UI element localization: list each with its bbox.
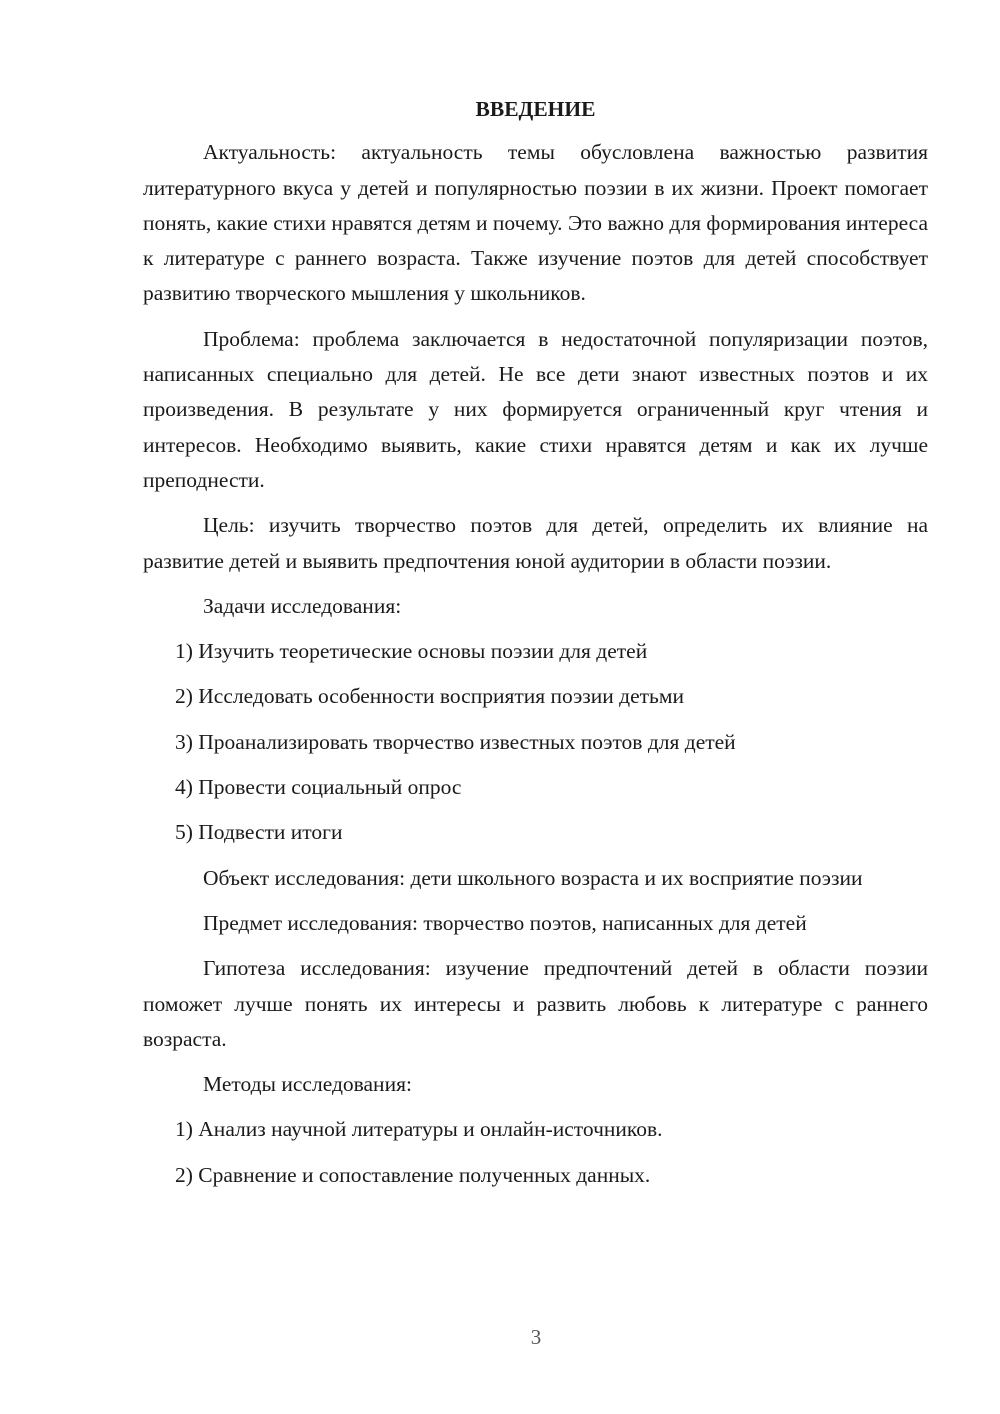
paragraph-problem: Проблема: проблема заключается в недостаточной популяризации поэтов, написанных специально для детей. Не все дети знают известных поэтов и их произведения. В результате у них формируется ограниченный круг чтения и интересов. Необходимо выявить, какие стихи нравятся детям и как их лучше преподнести. <box>143 326 928 492</box>
paragraph-hypothesis: Гипотеза исследования: изучение предпочтений детей в области поэзии поможет лучше понять их интересы и развить любовь к литературе с раннего возраста. <box>143 956 928 1051</box>
paragraph-object: Объект исследования: дети школьного возраста и их восприятие поэзии <box>203 865 863 890</box>
methods-heading: Методы исследования: <box>203 1072 412 1097</box>
paragraph-goal: Цель: изучить творчество поэтов для детей, определить их влияние на развитие детей и выявить предпочтения юной аудитории в области поэзии. <box>143 513 928 573</box>
document-title: ВВЕДЕНИЕ <box>475 97 596 121</box>
list-item: 1) Анализ научной литературы и онлайн-источников. <box>175 1117 663 1142</box>
list-item: 1) Изучить теоретические основы поэзии для детей <box>175 639 648 664</box>
paragraph-subject: Предмет исследования: творчество поэтов, написанных для детей <box>203 910 807 935</box>
list-item: 4) Провести социальный опрос <box>175 775 462 800</box>
list-item: 2) Сравнение и сопоставление полученных данных. <box>175 1162 651 1187</box>
document-page <box>143 92 928 1203</box>
page-number: 3 <box>530 1325 542 1349</box>
list-item: 3) Проанализировать творчество известных поэтов для детей <box>175 729 736 754</box>
tasks-heading: Задачи исследования: <box>203 593 402 618</box>
methods-list <box>143 1112 928 1193</box>
list-item: 5) Подвести итоги <box>175 820 343 845</box>
tasks-list <box>143 634 928 850</box>
list-item: 2) Исследовать особенности восприятия поэзии детьми <box>175 684 684 709</box>
paragraph-relevance: Актуальность: актуальность темы обусловлена важностью развития литературного вкуса у детей и популярностью поэзии в их жизни. Проект помогает понять, какие стихи нравятся детям и почему. Это важно для формирования интереса к литературе с раннего возраста. Также изучение поэтов для детей способствует развитию творческого мышления у школьников. <box>143 140 928 306</box>
